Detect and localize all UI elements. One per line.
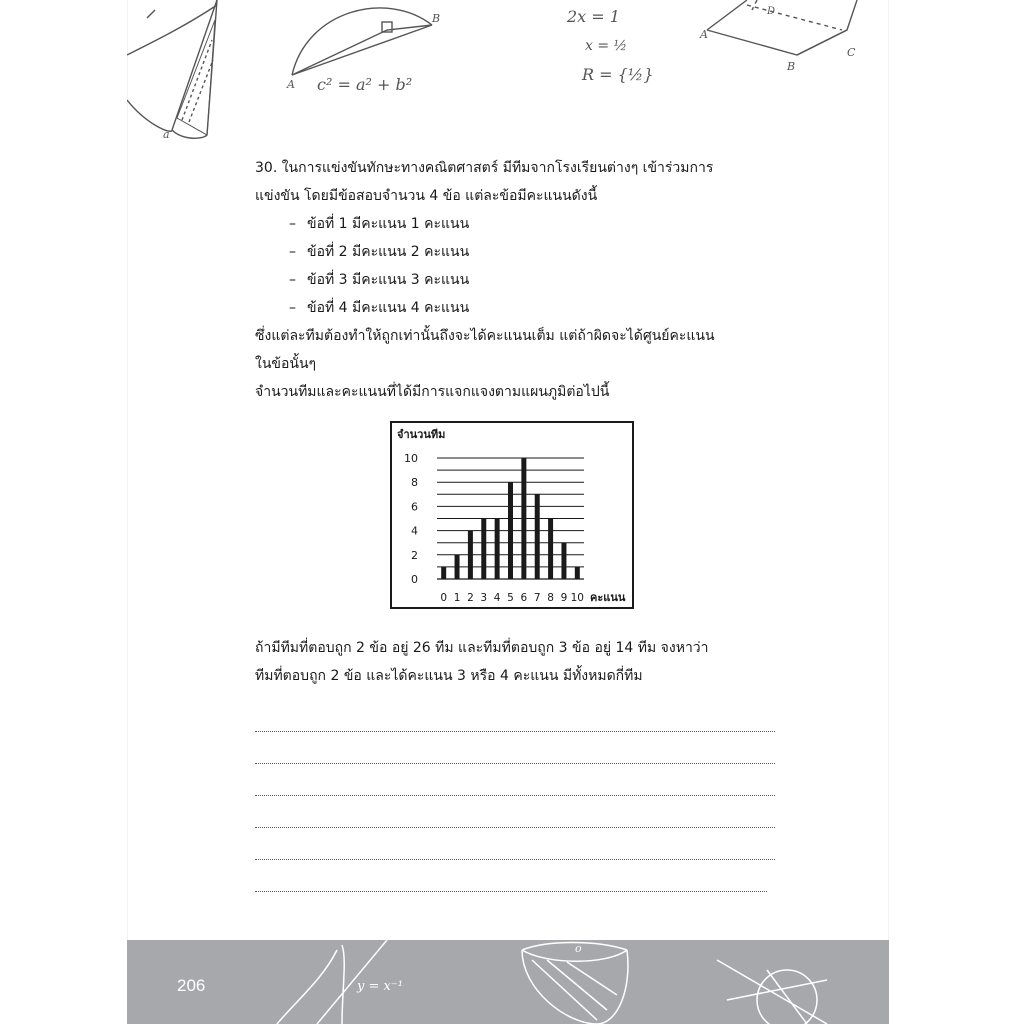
question-intro-line2: แข่งขัน โดยมีข้อสอบจำนวน 4 ข้อ แต่ละข้อมีคะแนนดังนี้ <box>255 188 598 204</box>
footer-band <box>127 940 889 1024</box>
x-tick-label: 4 <box>493 592 501 604</box>
ask-line: ถ้ามีทีมที่ตอบถูก 2 ข้อ อยู่ 26 ทีม และทีมที่ตอบถูก 3 ข้อ อยู่ 14 ทีม จงหาว่า <box>255 640 709 656</box>
chart-intro: จำนวนทีมและคะแนนที่ได้มีการแจกแจงตามแผนภูมิต่อไปนี้ <box>255 384 610 400</box>
question-text <box>255 154 795 406</box>
ask-line: ทีมที่ตอบถูก 2 ข้อ และได้คะแนน 3 หรือ 4 คะแนน มีทั้งหมดกี่ทีม <box>255 668 643 684</box>
bar-6 <box>521 458 526 579</box>
answer-line[interactable] <box>255 708 775 740</box>
svg-text:x = ½: x = ½ <box>585 38 628 54</box>
bar-chart-svg <box>392 423 632 607</box>
x-tick-label: 1 <box>453 592 461 604</box>
y-axis-label: จำนวนทีม <box>397 428 446 441</box>
bar-5 <box>508 482 513 579</box>
x-tick-label: 7 <box>533 592 541 604</box>
x-tick-label: 5 <box>507 592 514 604</box>
svg-text:c² = a² + b²: c² = a² + b² <box>317 75 413 94</box>
x-tick-label: 6 <box>520 592 528 604</box>
y-tick-label: 2 <box>411 548 418 562</box>
y-tick-label: 10 <box>404 452 418 465</box>
answer-line[interactable] <box>255 804 775 836</box>
question-intro: 30. ในการแข่งขันทักษะทางคณิตศาสตร์ มีทีมจากโรงเรียนต่างๆ เข้าร่วมการ <box>255 160 714 176</box>
bar-7 <box>535 494 540 579</box>
math-doodle-footer <box>127 940 889 1024</box>
bullet-item: – ข้อที่ 4 มีคะแนน 4 คะแนน <box>289 300 470 316</box>
bar-9 <box>561 543 566 579</box>
bar-3 <box>481 519 486 580</box>
svg-text:y = x⁻¹: y = x⁻¹ <box>357 979 403 994</box>
page-edge-right <box>888 0 889 1024</box>
bar-8 <box>548 519 553 580</box>
x-axis-label: คะแนน <box>590 591 626 604</box>
math-doodle-header <box>127 0 889 150</box>
x-tick-label: 9 <box>560 592 568 604</box>
y-tick-label: 0 <box>411 573 418 586</box>
page-edge-left <box>127 0 128 1024</box>
x-tick-label: 10 <box>570 592 585 604</box>
y-tick-label: 8 <box>411 476 418 490</box>
answer-line[interactable] <box>255 772 775 804</box>
rule-line: ซึ่งแต่ละทีมต้องทำให้ถูกเท่านั้นถึงจะได้คะแนนเต็ม แต่ถ้าผิดจะได้ศูนย์คะแนน <box>255 328 715 344</box>
x-tick-label: 3 <box>480 592 488 604</box>
bullet-item: – ข้อที่ 1 มีคะแนน 1 คะแนน <box>289 216 470 232</box>
svg-text:C: C <box>847 46 856 59</box>
bar-10 <box>575 567 580 579</box>
bar-0 <box>441 567 446 579</box>
x-tick-label: 8 <box>547 592 554 604</box>
answer-line[interactable] <box>255 836 775 868</box>
rule-line: ในข้อนั้นๆ <box>255 356 317 372</box>
svg-text:B: B <box>787 60 796 73</box>
y-tick-label: 6 <box>411 500 418 514</box>
svg-text:R = {½}: R = {½} <box>582 65 654 84</box>
x-tick-label: 0 <box>440 592 448 604</box>
answer-line[interactable] <box>255 868 775 900</box>
svg-text:A: A <box>287 78 295 91</box>
answer-line[interactable] <box>255 740 775 772</box>
bar-2 <box>468 531 473 579</box>
svg-text:D: D <box>767 6 776 17</box>
page-number: 206 <box>177 976 206 995</box>
svg-text:B: B <box>432 12 441 25</box>
x-tick-label: 2 <box>467 592 474 604</box>
bar-1 <box>455 555 460 579</box>
bar-4 <box>495 519 500 580</box>
svg-text:a: a <box>163 128 170 141</box>
answer-area <box>255 708 775 900</box>
bullet-item: – ข้อที่ 2 มีคะแนน 2 คะแนน <box>289 244 470 260</box>
bar-chart <box>390 421 634 609</box>
y-tick-label: 4 <box>411 524 418 538</box>
svg-text:2x = 1: 2x = 1 <box>567 7 620 26</box>
svg-text:A: A <box>700 28 708 41</box>
bullet-item: – ข้อที่ 3 มีคะแนน 3 คะแนน <box>289 272 470 288</box>
svg-text:o: o <box>575 942 582 955</box>
question-ask <box>255 634 795 690</box>
